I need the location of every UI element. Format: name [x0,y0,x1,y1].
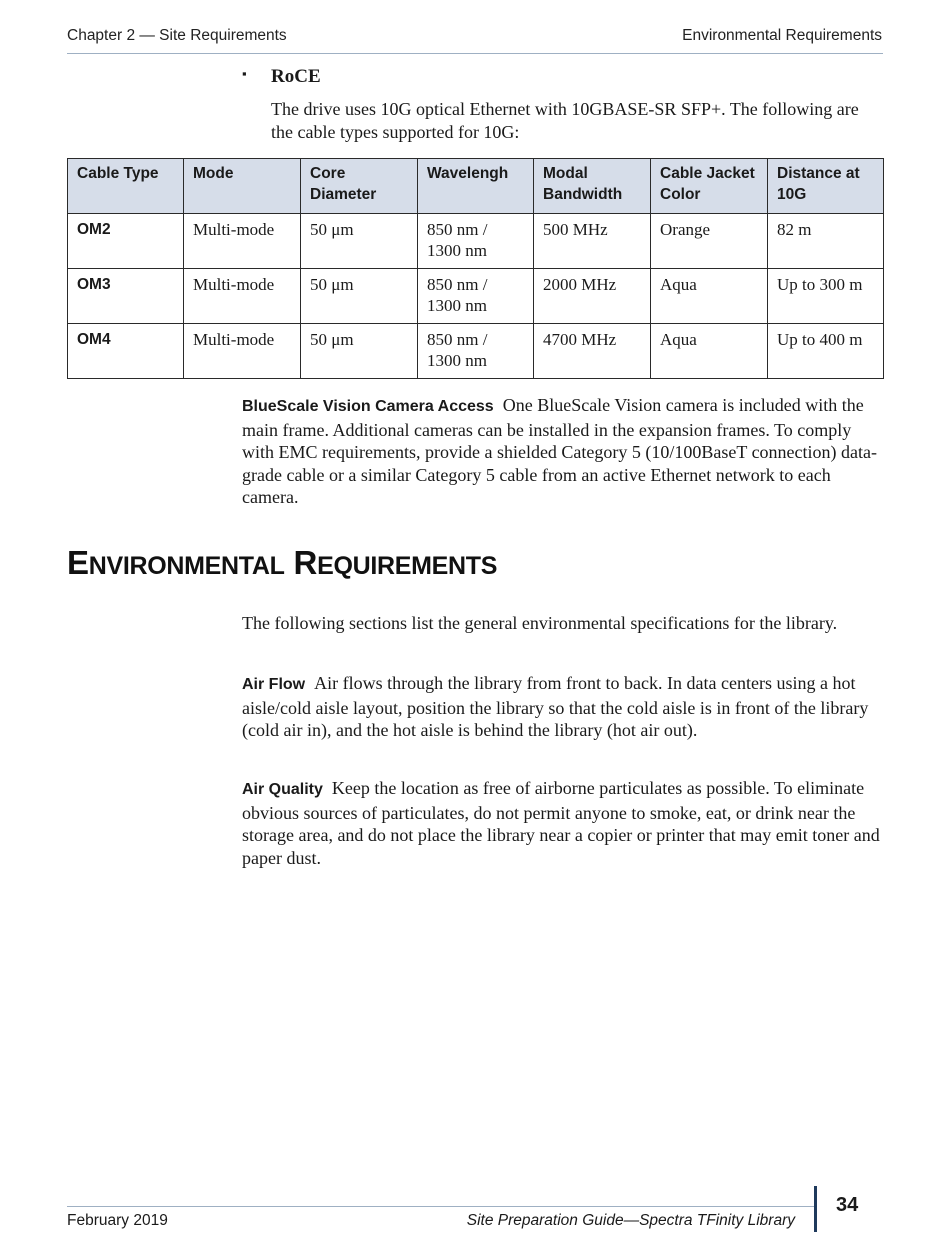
table-cell: Aqua [651,324,768,379]
table-cell: Aqua [651,269,768,324]
column-header: Distance at 10G [768,159,884,214]
table-cell: OM4 [68,324,184,379]
column-header: Cable Jacket Color [651,159,768,214]
column-header: Core Diameter [301,159,418,214]
section-intro: The following sections list the general environmental specifications for the library. [242,613,838,633]
table-cell: Up to 400 m [768,324,884,379]
table-cell: 500 MHz [534,214,651,269]
table-cell: 2000 MHz [534,269,651,324]
column-header: Cable Type [68,159,184,214]
camera-access-paragraph [242,394,882,509]
footer-date: February 2019 [67,1212,168,1229]
air-flow-paragraph [242,672,882,742]
table-row [68,214,884,269]
column-header: Mode [184,159,301,214]
table-row [68,324,884,379]
running-header-chapter: Chapter 2 — Site Requirements [67,27,287,44]
table-cell: Up to 300 m [768,269,884,324]
table-row [68,269,884,324]
camera-access-lead: BlueScale Vision Camera Access [242,398,494,415]
footer-page-bar [814,1186,817,1232]
running-header-section: Environmental Requirements [682,27,882,44]
cable-types-table [67,158,884,379]
section-heading [67,544,497,582]
table-cell: Multi-mode [184,214,301,269]
table-cell: Multi-mode [184,324,301,379]
footer-document-title: Site Preparation Guide—Spectra TFinity Library [466,1212,795,1229]
camera-access-text: One BlueScale Vision camera is included with the main frame. Additional cameras can be installed in the expansion frames. To comply with EMC requirements, provide a shielded Category 5 (10/100BaseT connection) data-grade cable or a similar Category 5 cable from an active Ethernet network to each camera. [242,395,878,507]
table-cell: 50 μm [301,214,418,269]
table-cell: 850 nm / 1300 nm [418,324,534,379]
heading-initial: R [293,544,318,581]
table-cell: OM2 [68,214,184,269]
table-header-row [68,159,884,214]
air-flow-lead: Air Flow [242,676,306,693]
table-cell: 850 nm / 1300 nm [418,214,534,269]
air-quality-lead: Air Quality [242,781,323,798]
heading-word: EQUIREMENTS [317,552,498,580]
page-number: 34 [836,1194,859,1216]
table-cell: 50 μm [301,269,418,324]
bullet-square-icon: ▪ [242,66,247,81]
air-flow-text: Air flows through the library from front to back. In data centers using a hot aisle/cold aisle layout, position the library so that the cold aisle is in front of the library (cold air in), and the hot aisle is behind the library (hot air out). [242,673,869,740]
table-cell: 82 m [768,214,884,269]
table-cell: Orange [651,214,768,269]
heading-initial: E [67,544,89,581]
footer-rule [67,1206,815,1207]
heading-word: NVIRONMENTAL [88,552,285,580]
table-cell: OM3 [68,269,184,324]
table-cell: 50 μm [301,324,418,379]
table-cell: Multi-mode [184,269,301,324]
bullet-body: The drive uses 10G optical Ethernet with 10GBASE-SR SFP+. The following are the cable types supported for 10G: [271,99,859,142]
header-rule [67,53,883,54]
bullet-title: RoCE [271,66,321,87]
table-cell: 850 nm / 1300 nm [418,269,534,324]
air-quality-text: Keep the location as free of airborne particulates as possible. To eliminate obvious sources of particulates, do not permit anyone to smoke, eat, or drink near the storage area, and do not place the library near a copier or printer that may emit toner and paper dust. [242,778,880,868]
air-quality-paragraph [242,777,882,869]
column-header: Modal Bandwidth [534,159,651,214]
table-cell: 4700 MHz [534,324,651,379]
column-header: Wavelengh [418,159,534,214]
